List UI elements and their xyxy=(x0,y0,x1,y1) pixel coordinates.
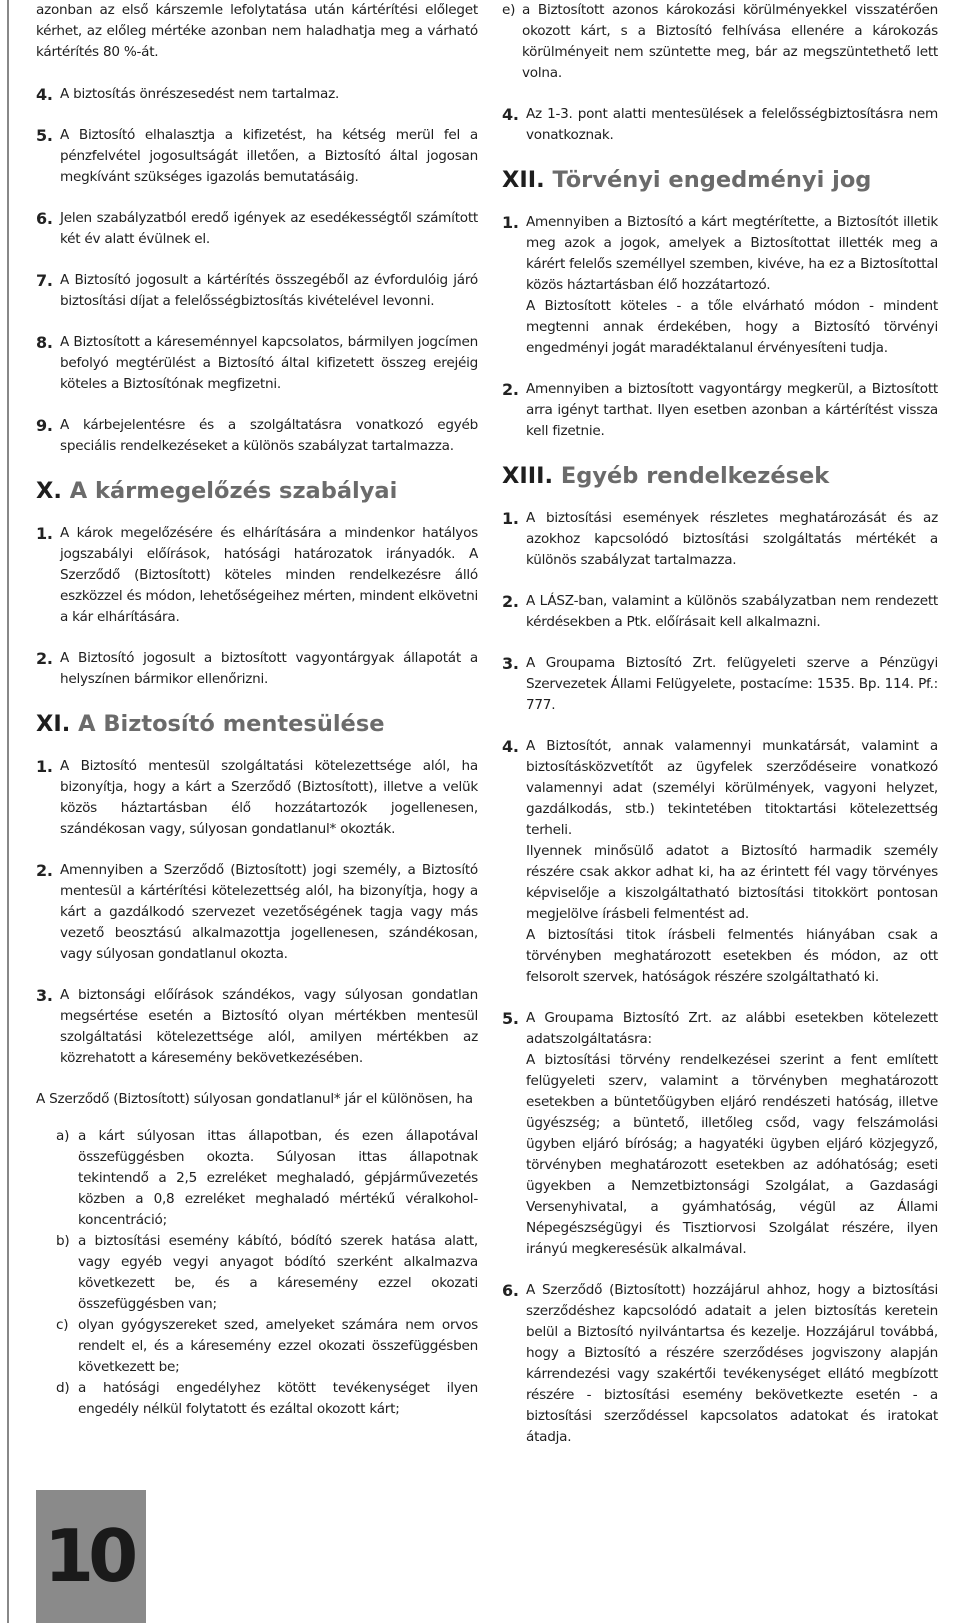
item-number: 2. xyxy=(502,380,519,399)
gondatlan-intro: A Szerződő (Biztosított) súlyosan gondatlanul* jár el különösen, ha xyxy=(36,1091,473,1107)
sub-text: a kárt súlyosan ittas állapotban, és ezen állapotával összefüggésben okozta. Súlyosan ittas állapotnak tekintendő a 2,5 ezreléket meghaladó, gépjárművezetés közben a 0,8 ezreléket meghaladó mértékű véralkohol-koncentráció; xyxy=(78,1128,478,1228)
list-item xyxy=(36,270,478,312)
section-heading-xi xyxy=(36,710,478,738)
section-title: Egyéb rendelkezések xyxy=(560,463,830,489)
list-item xyxy=(36,208,478,250)
item-number: 1. xyxy=(502,213,519,232)
sub-text: olyan gyógyszereket szed, amelyeket számára nem orvos rendelt el, és a káresemény ezzel okozati összefüggésben következett be; xyxy=(78,1317,478,1375)
list-item xyxy=(36,648,478,690)
list-item xyxy=(36,523,478,628)
item-text: Az 1-3. pont alatti mentesülések a felelősségbiztosításra nem vonatkoznak. xyxy=(526,106,938,143)
sub-item xyxy=(36,1315,478,1378)
list-item xyxy=(502,736,938,988)
item-text: Jelen szabályzatból eredő igények az esedékességtől számított két év alatt évülnek el. xyxy=(60,210,478,247)
item-number: 3. xyxy=(36,986,53,1005)
list-item xyxy=(36,125,478,188)
item-text: Amennyiben a Szerződő (Biztosított) jogi személy, a Biztosító mentesül a kártérítési kötelezettség alól, ha bizonyítja, hogy a kárt a gazdálkodó szervezet vezetőségének tagja vagy más vezető beosztású alkalmazottja jogellenesen, szándékosan, vagy súlyosan gondatlanul okozta. xyxy=(60,862,478,962)
item-number: 5. xyxy=(502,1009,519,1028)
item-text: A Biztosító jogosult a biztosított vagyontárgyak állapotát a helyszínen bármikor ellenőrizni. xyxy=(60,650,478,687)
item-text: A biztosítási események részletes meghatározását és az azokhoz kapcsolódó biztosítási szolgáltatás mértékét a különös szabályzat tartalmazza. xyxy=(526,510,938,568)
sub-label: d) xyxy=(56,1380,70,1396)
item-number: 6. xyxy=(502,1281,519,1300)
sub-label: e) xyxy=(502,2,516,18)
item-text: Amennyiben a biztosított vagyontárgy megkerül, a Biztosított arra igényt tarthat. Ilyen esetben azonban a kártérítést vissza kell fizetnie. xyxy=(526,381,938,439)
item-text-continued: A biztosítási titok írásbeli felmentés hiányában csak a törvényben meghatározott esetekben és módon, az ott felsorolt szervek, hatóságok részére szolgáltatható ki. xyxy=(526,927,938,985)
section-title: Törvényi engedményi jog xyxy=(552,167,872,193)
list-item xyxy=(36,84,478,105)
section-title: A kármegelőzés szabályai xyxy=(69,478,398,504)
item-number: 6. xyxy=(36,209,53,228)
item-text: A károk megelőzésére és elhárítására a mindenkor hatályos jogszabályi előírások, hatósági határozatok irányadók. A Szerződő (Biztosított) köteles minden rendelkezésre álló eszközzel és módon, lehetőségeihez mérten, mindent elkövetni a kár elhárítására. xyxy=(60,525,478,625)
item-text: A Biztosító jogosult a kártérítés összegéből az évfordulóig járó biztosítási díjat a felelősségbiztosítás kivételével levonni. xyxy=(60,272,478,309)
sub-item xyxy=(502,0,938,84)
item-text: A Groupama Biztosító Zrt. az alábbi esetekben kötelezett adatszolgáltatásra: xyxy=(526,1010,938,1047)
intro-paragraph: azonban az első kárszemle lefolytatása után kártérítési előleget kérhet, az előleg mértéke azonban nem haladhatja meg a várható kártérítés 80 %-át. xyxy=(36,2,478,60)
item-number: 1. xyxy=(502,509,519,528)
sub-label: c) xyxy=(56,1317,69,1333)
page-number-box xyxy=(36,1490,146,1623)
section-heading-xiii xyxy=(502,462,938,490)
item-text: A Biztosító mentesül szolgáltatási kötelezettsége alól, ha bizonyítja, hogy a kárt a Szerződő (Biztosított), illetve a velük közös háztartásban élő hozzátartozók jogellenesen, szándékosan vagy, súlyosan gondatlanul* okozták. xyxy=(60,758,478,837)
section-number: X. xyxy=(36,478,62,504)
section-number: XII. xyxy=(502,167,545,193)
item-number: 2. xyxy=(36,649,53,668)
item-text: A Szerződő (Biztosított) hozzájárul ahhoz, hogy a biztosítási szerződéshez kapcsolódó adatait a jelen biztosítás keretein belül a Biztosító nyilvántartsa és kezelje. Hozzájárul továbbá, hogy a Biztosító a részére szerződéses jogviszony alapján kárrendezési vagy szakértői tevékenységet ellátó megbízott részére - biztosítási esemény bekövetkezte esetén - a biztosítási szerződéssel kapcsolatos adatokat és iratokat átadja. xyxy=(526,1282,938,1445)
sub-item xyxy=(36,1126,478,1231)
section-title: A Biztosító mentesülése xyxy=(78,711,385,737)
item-text: Amennyiben a Biztosító a kárt megtérítette, a Biztosítót illetik meg azok a jogok, amelyek a Biztosítottat illették meg a kárért felelős személlyel szemben, kivéve, ha ez a Biztosítottal közös háztartásban élő hozzátartozó. xyxy=(526,214,938,293)
item-number: 1. xyxy=(36,757,53,776)
item-number: 9. xyxy=(36,416,53,435)
list-item xyxy=(502,653,938,716)
list-item xyxy=(502,591,938,633)
list-item xyxy=(36,860,478,965)
item-text-continued: A biztosítási törvény rendelkezései szerint a fent említett felügyeleti szerv, valamint a törvényben meghatározott esetekben a büntetőügyben eljáró rendészeti hatóság, illetve ügyészség; a büntető, illetőleg csőd, vagy felszámolási ügyben eljáró bíróság; a hagyatéki ügyben eljáró közjegyző, törvényben meghatározott esetekben az adóhatóság; eseti ügyekben a Nemzetbiztonsági Szolgálat, a Gazdasági Versenyhivatal, a gyámhatóság, végül az Állami Népegészségügyi és Tisztiorvosi Szolgálat részére, ilyen irányú megkeresésük alkalmával. xyxy=(526,1052,938,1257)
item-number: 1. xyxy=(36,524,53,543)
sub-item xyxy=(36,1231,478,1315)
item-number: 8. xyxy=(36,333,53,352)
list-item xyxy=(36,985,478,1069)
item-number: 7. xyxy=(36,271,53,290)
item-number: 4. xyxy=(502,105,519,124)
item-text: A Biztosítót, annak valamennyi munkatársát, valamint a biztosításközvetítőt az ügyfelek szerződéseire vonatkozó valamennyi adat (személyi körülmények, vagyoni helyzet, gazdálkodás, stb.) tekintetében titoktartási kötelezettség terheli. xyxy=(526,738,938,838)
item-number: 4. xyxy=(36,85,53,104)
sub-label: a) xyxy=(56,1128,70,1144)
item-text-continued: Ilyennek minősülő adatot a Biztosító harmadik személy részére csak akkor adhat ki, ha az érintett fél vagy törvényes képviselője a kiszolgáltatható biztosítási titokkört pontosan megjelölve írásbeli felmentést ad. xyxy=(526,843,938,922)
item-text: A Biztosított a káreseménnyel kapcsolatos, bármilyen jogcímen befolyó megtérülést a Biztosító által kifizetett összeg erejéig köteles a Biztosítónak megfizetni. xyxy=(60,334,478,392)
page-number: 10 xyxy=(44,1514,133,1598)
item-text: A Biztosító elhalasztja a kifizetést, ha kétség merül fel a pénzfelvétel jogosultságát illetően, a Biztosító által jogosan megkívánt szükséges igazolás bemutatásáig. xyxy=(60,127,478,185)
section-heading-xii xyxy=(502,166,938,194)
list-item xyxy=(502,212,938,359)
list-item xyxy=(36,756,478,840)
item-number: 5. xyxy=(36,126,53,145)
list-item xyxy=(36,332,478,395)
item-number: 2. xyxy=(502,592,519,611)
list-item xyxy=(502,379,938,442)
item-text: A LÁSZ-ban, valamint a különös szabályzatban nem rendezett kérdésekben a Ptk. előírásait kell alkalmazni. xyxy=(526,593,938,630)
sub-label: b) xyxy=(56,1233,70,1249)
sub-text: a biztosítási esemény kábító, bódító szerek hatása alatt, vagy egyéb vegyi anyagot bódító szerként alkalmazva következett be, és a káresemény ezzel okozati összefüggésben van; xyxy=(78,1233,478,1312)
sub-item xyxy=(36,1378,478,1420)
right-column xyxy=(502,0,938,1468)
item-number: 3. xyxy=(502,654,519,673)
sub-text: a hatósági engedélyhez kötött tevékenységet ilyen engedély nélkül folytatott és ezáltal okozott kárt; xyxy=(78,1380,478,1417)
left-column xyxy=(36,0,478,1420)
item-text: A kárbejelentésre és a szolgáltatásra vonatkozó egyéb speciális rendelkezéseket a különös szabályzat tartalmazza. xyxy=(60,417,478,454)
item-number: 4. xyxy=(502,737,519,756)
item-text-continued: A Biztosított köteles - a tőle elvárható módon - mindent megtenni annak érdekében, hogy a Biztosító törvényi engedményi jogát maradéktalanul érvényesíteni tudja. xyxy=(526,298,938,356)
section-number: XI. xyxy=(36,711,71,737)
list-item xyxy=(502,1008,938,1260)
section-number: XIII. xyxy=(502,463,554,489)
list-item xyxy=(502,104,938,146)
item-text: A Groupama Biztosító Zrt. felügyeleti szerve a Pénzügyi Szervezetek Állami Felügyelete, postacíme: 1535. Bp. 114. Pf.: 777. xyxy=(526,655,938,713)
list-item xyxy=(502,508,938,571)
item-text: A biztosítás önrészesedést nem tartalmaz. xyxy=(60,86,340,102)
left-margin-rule xyxy=(7,0,9,1623)
item-text: A biztonsági előírások szándékos, vagy súlyosan gondatlan megsértése esetén a Biztosító olyan mértékben mentesül szolgáltatási kötelezettsége alól, amilyen mértékben az közrehatott a káresemény bekövetkezésében. xyxy=(60,987,478,1066)
list-item xyxy=(36,415,478,457)
list-item xyxy=(502,1280,938,1448)
sub-text: a Biztosított azonos károkozási körülményekkel visszatérően okozott kárt, s a Biztosító felhívása ellenére a károkozás körülményeit nem szüntette meg, bár az megszüntethető lett volna. xyxy=(522,2,938,81)
section-heading-x xyxy=(36,477,478,505)
item-number: 2. xyxy=(36,861,53,880)
